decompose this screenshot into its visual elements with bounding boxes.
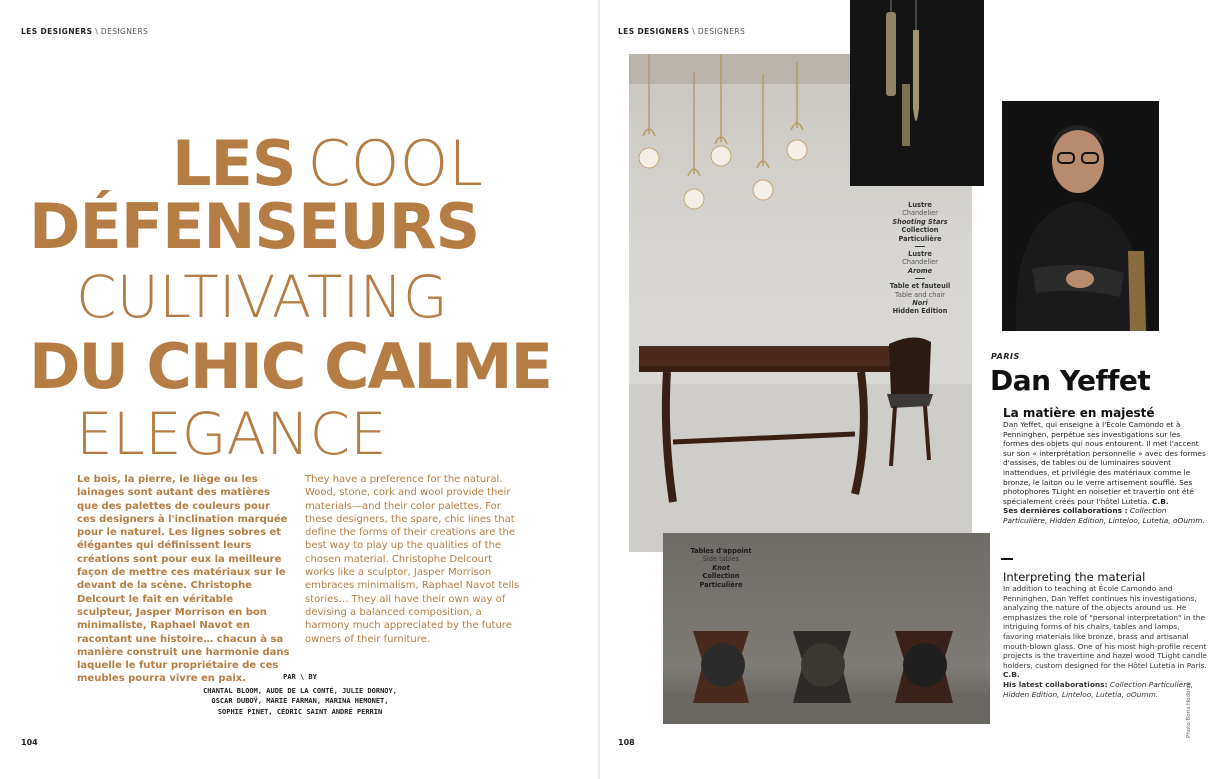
headline-line-2: DÉFENSEURS (29, 190, 480, 263)
running-head: LES DESIGNERS \ DESIGNERS (618, 27, 746, 36)
profile-body-fr: Dan Yeffet, qui enseigne à l'École Camondo et à Penninghen, perpétue ses investigations sur les formes des objets qui nous entourent. Il met l'accent sur son « interprétation personnelle » avec des formes d'assises, de tables ou de luminaires souvent inattendues, et privilégie des matériaux comme le bronze, le laiton ou le verre artisement soufflé. Ses photophores TLight en noisetier et travertin ont été spécialement créés pour l'hôtel Lutetia. C.B. Ses dernières collaborations : Collection Particulière, Hidden Edition, Linteloo, Lutetia, oOumm. (1003, 420, 1206, 525)
profile-name: Dan Yeffet (990, 364, 1151, 397)
photo-credit: Photo Boris Hodorov (1186, 681, 1192, 738)
byline-label: PAR \ BY (283, 673, 317, 681)
byline-authors-3: SOPHIE PINET, CÉDRIC SAINT ANDRÉ PERRIN (217, 707, 383, 716)
caption-main-photo: Lustre Chandelier Shooting Stars Collection Particulière Lustre Chandelier Arome Table et fauteuil Table and chair Nori Hidden Edition (889, 201, 951, 316)
headline-line-3: CULTIVATING (76, 263, 448, 331)
intro-french: Le bois, la pierre, le liège ou les lainages sont autant des matières que des palettes de couleurs pour ces designers à l'inclination marquée pour le naturel. Les lignes sobres et élégantes qui définissent leurs créations sont pour eux la meilleure façon de mettre ces matériaux sur le devant de la scène. Christophe Delcourt le fait en véritable sculpteur, Jasper Morrison en bon minimaliste, Raphael Navot en racontant une histoire… chacun à sa manière construit une harmonie dans laquelle le futur propriétaire de ces meubles pourra vivre en paix. (77, 474, 290, 685)
left-page (0, 0, 598, 779)
page-number-right: 108 (618, 738, 635, 747)
caption-side-tables: Tables d'appoint Side tables Knot Collection Particulière (690, 547, 752, 589)
page-number-left: 104 (21, 738, 38, 747)
headline-line-1: LES COOL (172, 127, 483, 200)
byline-authors-2: OSCAR DUBOŸ, MARIE FARMAN, MARINA HEMONET, (211, 697, 389, 705)
photo-pendant-lamps (850, 0, 984, 186)
intro-english: They have a preference for the natural. Wood, stone, cork and wool provide their materials—and their color palettes. For these designers, the spare, chic lines that define the forms of their creations are the best way to play up the qualities of the chosen material. Christophe Delcourt works like a sculptor, Jasper Morrison embraces minimalism, Raphael Navot tells stories… They all have their own way of devising a balanced composition, a harmony much appreciated by the future owners of their furniture. (305, 474, 520, 645)
photo-designer-portrait-art (1002, 101, 1159, 331)
section-divider (1001, 558, 1013, 560)
profile-city: PARIS (991, 352, 1020, 361)
photo-designer-portrait (1002, 101, 1159, 331)
byline-authors-1: CHANTAL BLOOM, AUDE DE LA CONTÉ, JULIE DORNOY, (203, 686, 397, 695)
headline-line-5: ELEGANCE (76, 400, 387, 468)
profile-body-en: In addition to teaching at École Camondo and Penninghen, Dan Yeffet continues his investigations, analyzing the nature of the objects around us. He emphasizes the role of "personal interpretation" in the intriguing forms of his chairs, tables and lamps, favoring materials like bronze, brass and artisanal mouth-blown glass. One of his most high-profile recent projects is the travertine and hazel wood TLight candle holders, custom designed for the Hôtel Lutetia in Paris. C.B. His latest collaborations: Collection Particulière, Hidden Edition, Linteloo, Lutetia, oOumm. (1003, 584, 1207, 699)
profile-subtitle-en: Interpreting the material (1003, 570, 1146, 584)
photo-pendant-lamps-art (850, 0, 984, 186)
byline (180, 672, 420, 717)
headline-line-4: DU CHIC CALME (29, 330, 551, 403)
running-head: LES DESIGNERS \ DESIGNERS (21, 27, 149, 36)
profile-subtitle-fr: La matière en majesté (1003, 406, 1155, 420)
